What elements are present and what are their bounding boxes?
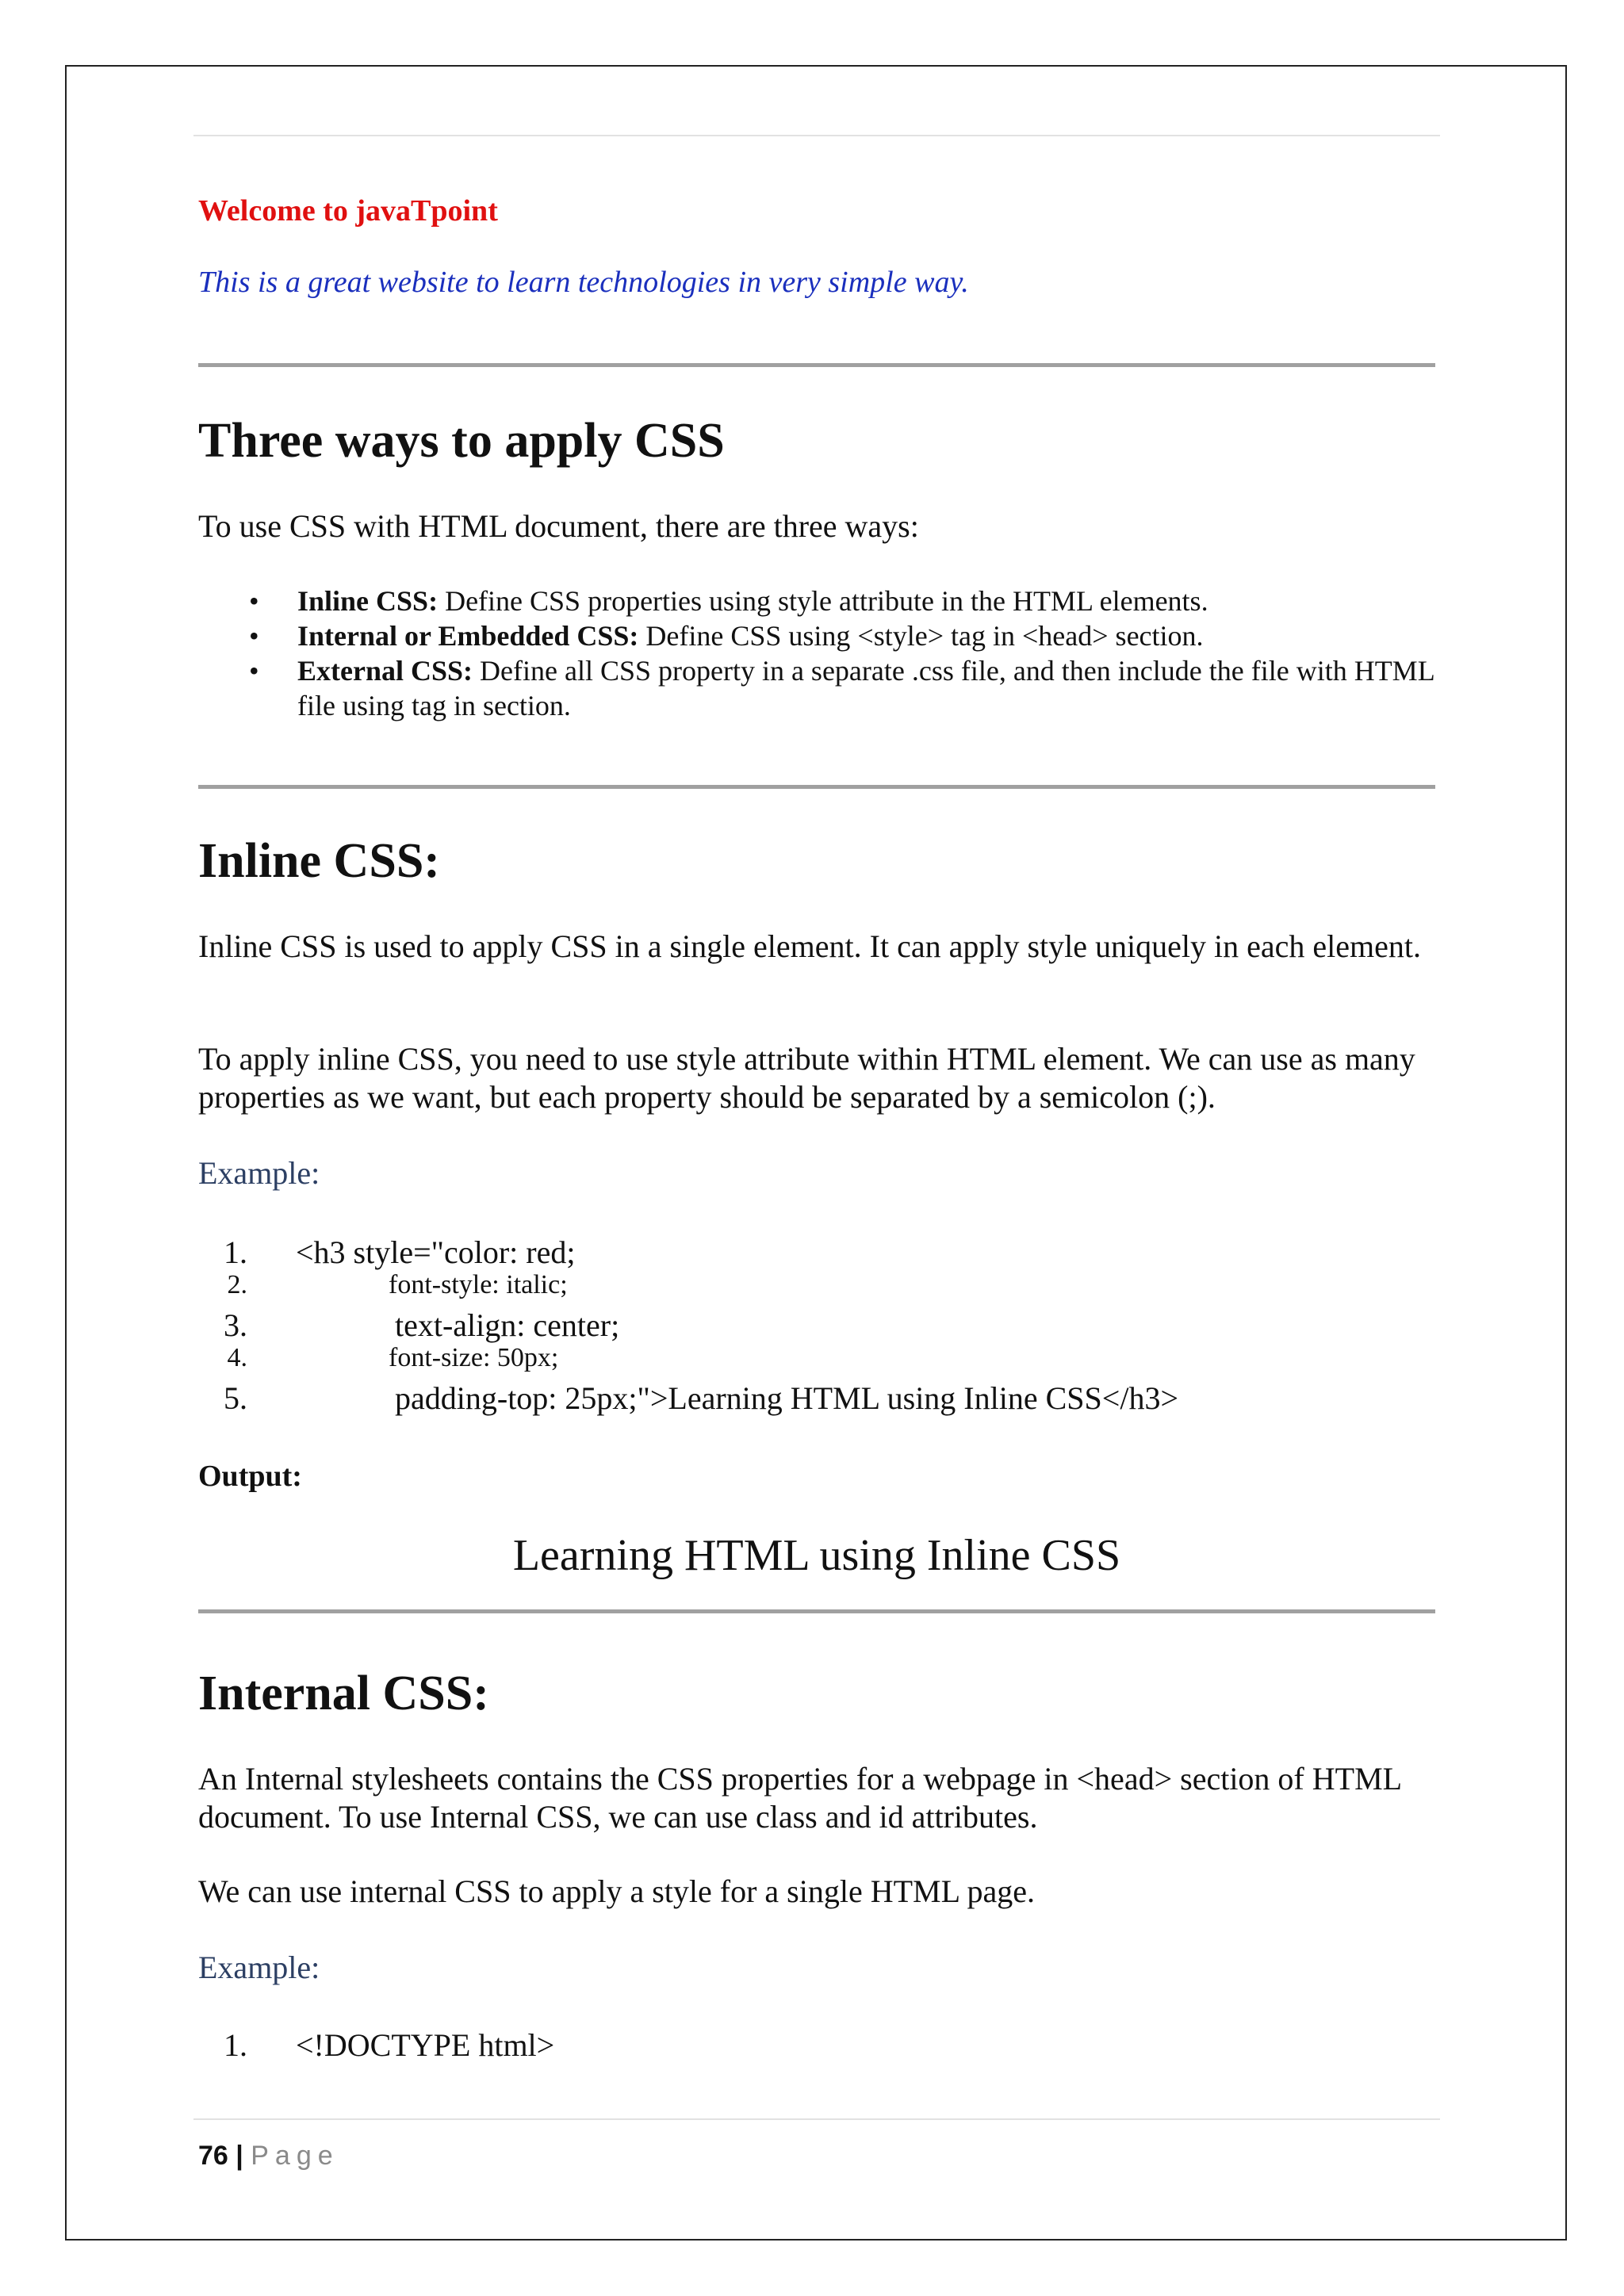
list-item-text: Define all CSS property in a separate .css file, and then include the file with HTML file using tag in section.: [297, 655, 1434, 721]
code-line: [198, 2026, 1435, 2063]
three-ways-list: [198, 584, 1435, 723]
line-number: 1.: [224, 1234, 247, 1270]
list-item: [198, 653, 1435, 723]
header-rule: [193, 135, 1440, 136]
page-word: Page: [251, 2141, 339, 2171]
bullet-icon: •: [249, 620, 259, 652]
list-item-term: External CSS:: [297, 655, 473, 687]
line-number: 5.: [224, 1380, 247, 1416]
internal-example-label: Example:: [198, 1950, 320, 1985]
code-text: padding-top: 25px;">Learning HTML using Inline CSS</h3>: [395, 1380, 1179, 1416]
code-text: <h3 style="color: red;: [296, 1234, 576, 1270]
line-number: 3.: [224, 1307, 247, 1343]
page-border: [65, 65, 1567, 2241]
inline-para-1: Inline CSS is used to apply CSS in a single element. It can apply style uniquely in each element.: [198, 928, 1421, 964]
section-divider: [198, 785, 1435, 789]
line-number: 2.: [227, 1270, 247, 1299]
code-text: font-size: 50px;: [389, 1343, 559, 1372]
output-label: Output:: [198, 1460, 302, 1493]
footer-rule: [193, 2118, 1440, 2120]
inline-example-label: Example:: [198, 1155, 320, 1191]
bullet-icon: •: [249, 585, 259, 617]
three-ways-intro: To use CSS with HTML document, there are three ways:: [198, 508, 919, 544]
code-text: <!DOCTYPE html>: [296, 2027, 555, 2063]
code-line: [198, 1343, 1435, 1380]
heading-internal-css: Internal CSS:: [198, 1667, 489, 1720]
heading-inline-css: Inline CSS:: [198, 834, 440, 888]
internal-para-2: We can use internal CSS to apply a style for a single HTML page.: [198, 1873, 1036, 1909]
inline-code-block: [198, 1234, 1435, 1416]
code-line: [198, 1380, 1435, 1416]
bullet-icon: •: [249, 655, 259, 687]
list-item-text: Define CSS using <style> tag in <head> section.: [638, 620, 1204, 652]
list-item: [198, 618, 1435, 653]
internal-code-block: [198, 2026, 1435, 2063]
footer-separator: |: [228, 2141, 251, 2171]
tagline-text: This is a great website to learn technologies in very simple way.: [198, 266, 969, 299]
line-number: 4.: [227, 1343, 247, 1372]
output-demo-heading: Learning HTML using Inline CSS: [512, 1531, 1121, 1580]
internal-para-1: An Internal stylesheets contains the CSS properties for a webpage in <head> section of HTML document. To use Internal CSS, we can use class and id attributes.: [198, 1761, 1401, 1835]
list-item-text: Define CSS properties using style attribute in the HTML elements.: [438, 585, 1208, 617]
page-footer: [198, 2141, 339, 2172]
code-text: text-align: center;: [395, 1307, 620, 1343]
code-line: [198, 1270, 1435, 1307]
welcome-text: Welcome to javaTpoint: [198, 194, 498, 228]
inline-para-2: To apply inline CSS, you need to use style attribute within HTML element. We can use as many properties as we want, but each property should be separated by a semicolon (;).: [198, 1041, 1415, 1115]
heading-three-ways: Three ways to apply CSS: [198, 414, 725, 468]
section-divider: [198, 1609, 1435, 1613]
code-text: font-style: italic;: [389, 1270, 568, 1299]
list-item-term: Inline CSS:: [297, 585, 439, 617]
code-line: [198, 1234, 1435, 1270]
list-item: [198, 584, 1435, 618]
line-number: 1.: [224, 2027, 247, 2063]
list-item-term: Internal or Embedded CSS:: [297, 620, 639, 652]
page-number: 76: [198, 2141, 228, 2171]
section-divider: [198, 363, 1435, 367]
code-line: [198, 1307, 1435, 1343]
